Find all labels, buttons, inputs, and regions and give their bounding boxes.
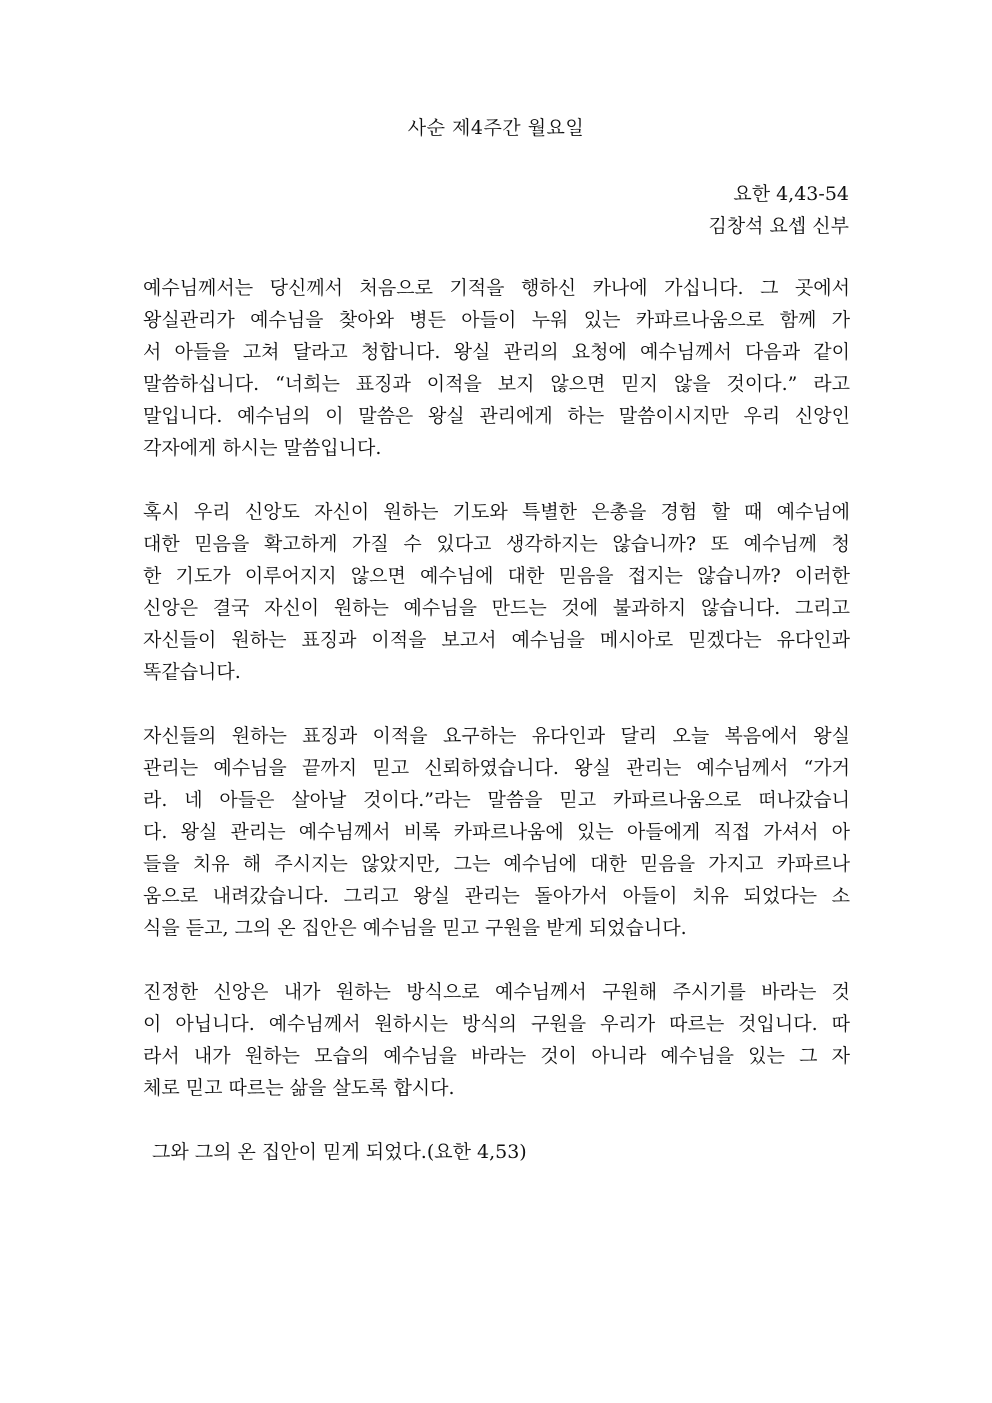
paragraph-1 [143, 272, 850, 464]
paragraph-line: 라. 네 아들은 살아날 것이다.”라는 말씀을 믿고 카파르나움으로 떠나갔습니 [143, 789, 850, 811]
paragraph-3 [143, 720, 850, 944]
paragraph-line: 움으로 내려갔습니다. 그리고 왕실 관리는 돌아가서 아들이 치유 되었다는 소 [143, 885, 850, 907]
paragraph-line: 똑같습니다. [143, 661, 241, 683]
paragraph-line: 들을 치유 해 주시지는 않았지만, 그는 예수님에 대한 믿음을 가지고 카파르나 [143, 853, 850, 875]
paragraph-line: 한 기도가 이루어지지 않으면 예수님에 대한 믿음을 접지는 않습니까? 이러한 [143, 565, 850, 587]
paragraph-4 [143, 976, 850, 1104]
paragraph-line: 이 아닙니다. 예수님께서 원하시는 방식의 구원을 우리가 따르는 것입니다. 따 [143, 1013, 850, 1035]
paragraph-line: 자신들의 원하는 표징과 이적을 요구하는 유다인과 달리 오늘 복음에서 왕실 [143, 725, 850, 747]
paragraph-line: 체로 믿고 따르는 삶을 살도록 합시다. [143, 1077, 455, 1099]
paragraph-line: 말입니다. 예수님의 이 말씀은 왕실 관리에게 하는 말씀이시지만 우리 신앙인 [143, 405, 850, 427]
paragraph-line: 왕실관리가 예수님을 찾아와 병든 아들이 누워 있는 카파르나움으로 함께 가 [143, 309, 850, 331]
paragraph-line: 다. 왕실 관리는 예수님께서 비록 카파르나움에 있는 아들에게 직접 가셔서 아 [143, 821, 850, 843]
paragraph-line: 예수님께서는 당신께서 처음으로 기적을 행하신 카나에 가십니다. 그 곳에서 [143, 277, 850, 299]
paragraph-line: 라서 내가 원하는 모습의 예수님을 바라는 것이 아니라 예수님을 있는 그 자 [143, 1045, 850, 1067]
paragraph-line: 신앙은 결국 자신이 원하는 예수님을 만드는 것에 불과하지 않습니다. 그리고 [143, 597, 850, 619]
body-text [143, 272, 850, 1168]
paragraph-line: 식을 듣고, 그의 온 집안은 예수님을 믿고 구원을 받게 되었습니다. [143, 917, 687, 939]
reference-block [708, 178, 849, 242]
author-name: 김창석 요셉 신부 [708, 215, 849, 237]
paragraph-line: 말씀하십니다. “너희는 표징과 이적을 보지 않으면 믿지 않을 것이다.” 라고 [143, 373, 850, 395]
paragraph-line: 서 아들을 고쳐 달라고 청합니다. 왕실 관리의 요청에 예수님께서 다음과 같이 [143, 341, 850, 363]
document-title: 사순 제4주간 월요일 [407, 117, 585, 139]
paragraph-line: 각자에게 하시는 말씀입니다. [143, 437, 382, 459]
scripture-reference: 요한 4,43-54 [733, 183, 849, 205]
paragraph-line: 관리는 예수님을 끝까지 믿고 신뢰하였습니다. 왕실 관리는 예수님께서 “가거 [143, 757, 850, 779]
paragraph-line: 혹시 우리 신앙도 자신이 원하는 기도와 특별한 은총을 경험 할 때 예수님에 [143, 501, 850, 523]
paragraph-2 [143, 496, 850, 688]
closing-quote: 그와 그의 온 집안이 믿게 되었다.(요한 4,53) [152, 1141, 527, 1163]
paragraph-line: 대한 믿음을 확고하게 가질 수 있다고 생각하지는 않습니까? 또 예수님께 청 [143, 533, 850, 555]
paragraph-line: 진정한 신앙은 내가 원하는 방식으로 예수님께서 구원해 주시기를 바라는 것 [143, 981, 850, 1003]
paragraph-line: 자신들이 원하는 표징과 이적을 보고서 예수님을 메시아로 믿겠다는 유다인과 [143, 629, 850, 651]
